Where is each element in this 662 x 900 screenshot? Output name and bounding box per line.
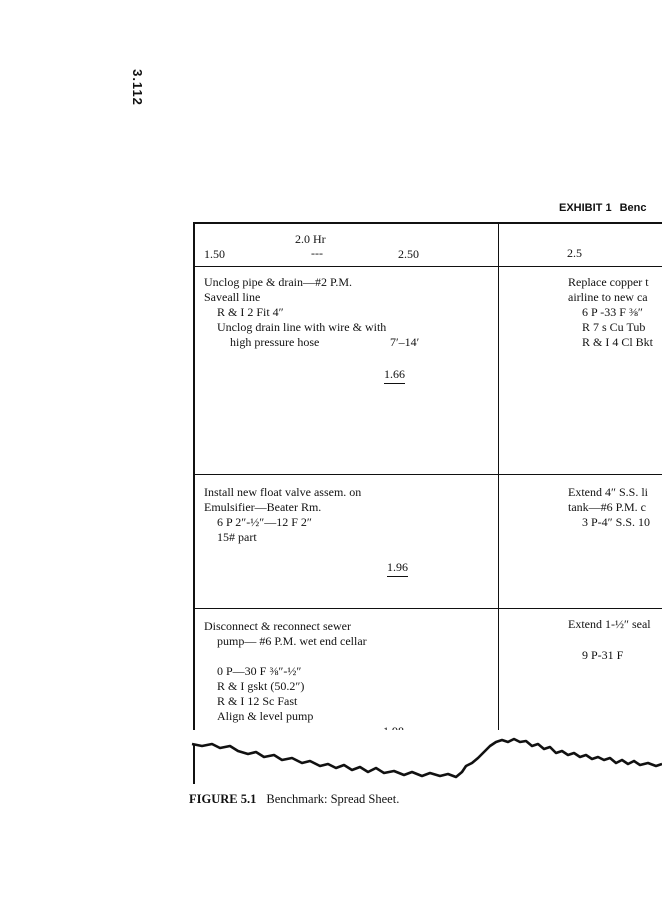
- figure-label: FIGURE 5.1: [189, 792, 257, 806]
- page-number: 3.112: [129, 69, 145, 106]
- row3-left-line: 0 P—30 F ⅜″-½″: [217, 664, 302, 678]
- row2-left-total: 1.96: [387, 560, 408, 577]
- row3-left-line: R & I gskt (50.2″): [217, 679, 305, 693]
- row1-right-line: Replace copper t: [568, 275, 649, 289]
- header-dash: ---: [311, 246, 323, 260]
- row2-right-line: 3 P-4″ S.S. 10: [582, 515, 651, 529]
- header-right-value: 2.50: [398, 247, 419, 261]
- row3-left-line: R & I 12 Sc Fast: [217, 694, 298, 708]
- row3-right-line: Extend 1-½″ seal: [568, 617, 651, 631]
- row3-right-line: 9 P-31 F: [582, 648, 624, 662]
- row1-right-line: airline to new ca: [568, 290, 648, 304]
- exhibit-label: EXHIBIT 1: [559, 202, 612, 214]
- row1-left-line: 7′–14′: [390, 335, 420, 349]
- row1-left-line: Unclog pipe & drain—#2 P.M.: [204, 275, 352, 289]
- header-hours: 2.0 Hr: [295, 232, 326, 246]
- row1-right-line: 6 P -33 F ⅜″: [582, 305, 643, 319]
- row1-left-line: high pressure hose: [230, 335, 320, 349]
- figure-caption: [189, 792, 399, 807]
- row3-left-line: pump— #6 P.M. wet end cellar: [217, 634, 367, 648]
- torn-edge: [190, 730, 662, 790]
- row-divider-2: [193, 608, 662, 609]
- row2-left-line: Emulsifier—Beater Rm.: [204, 500, 322, 514]
- column-divider: [498, 222, 499, 744]
- row1-right-line: R 7 s Cu Tub: [582, 320, 646, 334]
- exhibit-title-fragment: Benc: [619, 202, 647, 214]
- row2-left-line: 6 P 2″-½″—12 F 2″: [217, 515, 312, 529]
- row-divider-1: [193, 474, 662, 475]
- row1-left-line: Saveall line: [204, 290, 261, 304]
- figure-caption-text: Benchmark: Spread Sheet.: [266, 792, 400, 806]
- row1-right-line: R & I 4 Cl Bkt: [582, 335, 654, 349]
- row2-right-line: tank—#6 P.M. c: [568, 500, 646, 514]
- row1-left-line: R & I 2 Fit 4″: [217, 305, 284, 319]
- row1-left-line: Unclog drain line with wire & with: [217, 320, 387, 334]
- header-left-value: 1.50: [204, 247, 225, 261]
- row2-left-line: 15# part: [217, 530, 257, 544]
- row3-left-line: Disconnect & reconnect sewer: [204, 619, 351, 633]
- exhibit-heading: [559, 202, 646, 214]
- row1-left-total: 1.66: [384, 367, 405, 384]
- row2-left-line: Install new float valve assem. on: [204, 485, 362, 499]
- row3-left-line: Align & level pump: [217, 709, 314, 723]
- row2-right-line: Extend 4″ S.S. li: [568, 485, 649, 499]
- header-col2-value: 2.5: [567, 246, 582, 260]
- header-divider: [193, 266, 662, 267]
